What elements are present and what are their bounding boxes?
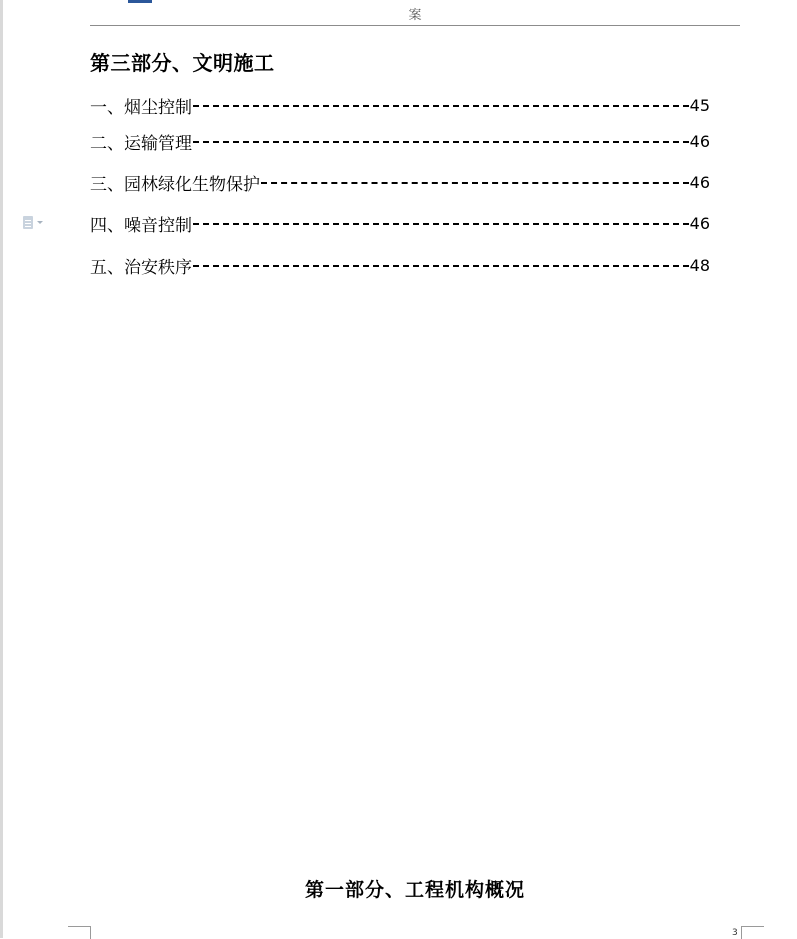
ribbon-tab-indicator xyxy=(128,0,152,3)
toc-entry[interactable] xyxy=(90,93,710,117)
toc-dot-leader xyxy=(261,182,689,184)
toc-entry-label: 四、噪音控制 xyxy=(90,215,192,236)
document-options-icon[interactable] xyxy=(23,214,49,230)
toc-dot-leader xyxy=(193,141,689,143)
toc-entry-label: 五、治安秩序 xyxy=(90,257,192,278)
toc-dot-leader xyxy=(193,223,689,225)
next-section-heading: 第一部分、工程机构概况 xyxy=(304,879,525,901)
chevron-down-icon xyxy=(37,221,43,224)
section-heading: 第三部分、文明施工 xyxy=(90,51,275,75)
page-header-text: 案 xyxy=(408,8,422,23)
toc-entry-page: 46 xyxy=(689,213,710,233)
toc-entry-label: 三、园林绿化生物保护 xyxy=(90,174,260,195)
toc-entry-page: 48 xyxy=(689,255,710,275)
window-left-edge xyxy=(0,0,3,938)
toc-entry[interactable] xyxy=(90,129,710,153)
toc-entry[interactable] xyxy=(90,170,710,194)
crop-mark-right xyxy=(741,926,764,939)
crop-mark-left xyxy=(68,926,91,939)
toc-entry[interactable] xyxy=(90,211,710,235)
toc-dot-leader xyxy=(193,265,689,267)
toc-entry-page: 46 xyxy=(689,131,710,151)
toc-entry[interactable] xyxy=(90,253,710,277)
document-icon xyxy=(23,216,33,229)
toc-entry-label: 一、烟尘控制 xyxy=(90,97,192,118)
page-number: 3 xyxy=(732,928,738,938)
toc-entry-label: 二、运输管理 xyxy=(90,133,192,154)
toc-entry-page: 46 xyxy=(689,172,710,192)
toc-dot-leader xyxy=(193,105,689,107)
header-divider xyxy=(90,25,740,26)
toc-entry-page: 45 xyxy=(689,95,710,115)
